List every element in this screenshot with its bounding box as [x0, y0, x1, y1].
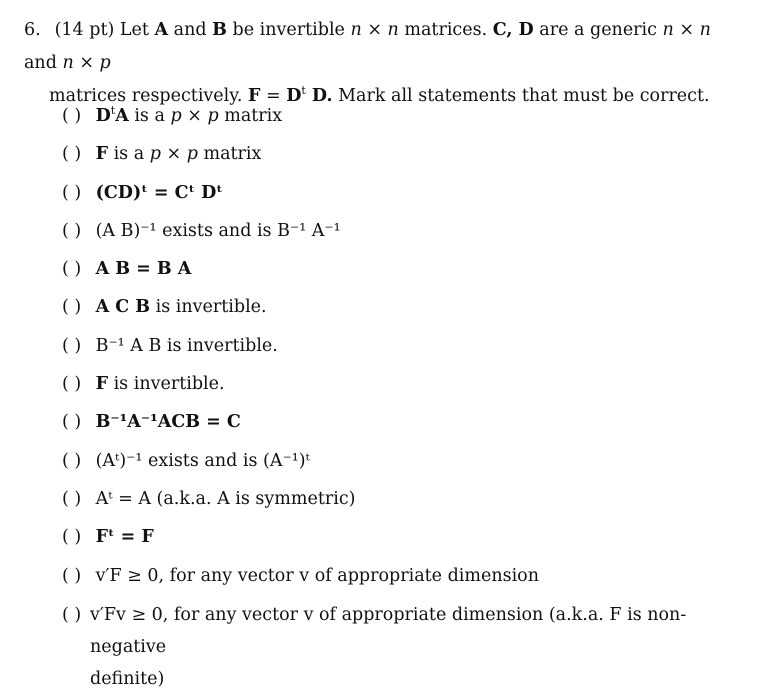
checkbox-statement-7[interactable]: ( )	[62, 335, 82, 356]
statement-text: (Aᵗ)⁻¹ exists and is (A⁻¹)ᵗ	[95, 450, 310, 471]
statement-text: is invertible.	[150, 297, 267, 318]
statement-text: (CD)ᵗ = Cᵗ Dᵗ	[95, 182, 223, 203]
question-intro: Mark all statements that must be correct.	[338, 86, 710, 106]
statement-4	[62, 216, 742, 254]
question-points: (14 pt)	[54, 20, 115, 40]
equals: =	[260, 86, 287, 106]
matrix-d: D.	[305, 86, 333, 106]
checkbox-statement-4[interactable]: ( )	[62, 220, 82, 241]
statement-text: B⁻¹ A B is invertible.	[95, 335, 278, 356]
matrix-f: F	[95, 374, 109, 395]
checkbox-statement-2[interactable]: ( )	[62, 144, 82, 165]
question-intro: are a generic	[539, 20, 657, 40]
transpose: t	[110, 104, 116, 117]
statement-6	[62, 292, 742, 330]
checkbox-statement-5[interactable]: ( )	[62, 259, 82, 280]
dim: p × p	[170, 106, 219, 126]
question-number: 6.	[24, 20, 41, 40]
statement-11	[62, 484, 742, 522]
matrix-a: A	[115, 106, 129, 126]
statement-text: is a	[128, 106, 171, 126]
statement-text: v′Fv ≥ 0, for any vector v of appropriate dimension (a.k.a. F is non-negative	[90, 604, 687, 657]
statement-12	[62, 522, 742, 560]
statement-14	[62, 599, 742, 695]
matrices-cd: C, D	[492, 20, 534, 40]
statement-wrap	[90, 599, 740, 663]
dim-nxp: n × p	[62, 53, 111, 73]
dim: p × p	[149, 144, 198, 165]
statement-8	[62, 369, 742, 407]
statement-text-continued: definite)	[90, 668, 165, 689]
matrix-f: F	[247, 86, 261, 106]
checkbox-statement-6[interactable]: ( )	[62, 297, 82, 318]
matrix-acb: A C B	[95, 297, 151, 318]
statement-text: is a	[108, 144, 150, 165]
dim-nxn: n × n	[662, 20, 711, 40]
statement-text: Fᵗ = F	[95, 527, 154, 548]
statement-2	[62, 139, 742, 177]
statement-1	[62, 101, 742, 139]
statement-text: matrix	[218, 106, 283, 126]
statement-text: v′F ≥ 0, for any vector v of appropriate dimension	[95, 565, 539, 586]
matrix-d: D	[95, 106, 111, 126]
question-intro: matrices.	[404, 20, 488, 40]
checkbox-statement-13[interactable]: ( )	[62, 565, 82, 586]
question-text	[24, 14, 734, 113]
statement-10	[62, 446, 742, 484]
question-intro: be invertible	[232, 20, 345, 40]
matrix-f: F	[95, 144, 109, 165]
question-line-1	[24, 14, 734, 80]
checkbox-statement-9[interactable]: ( )	[62, 412, 82, 433]
statement-7	[62, 331, 742, 369]
conj: and	[173, 20, 207, 40]
question-intro: matrices respectively.	[49, 86, 243, 106]
statement-list	[62, 101, 742, 695]
checkbox-statement-3[interactable]: ( )	[62, 182, 82, 203]
checkbox-statement-1[interactable]: ( )	[62, 106, 82, 126]
matrix-d: D	[286, 86, 302, 106]
transpose: t	[301, 84, 306, 97]
checkbox-statement-10[interactable]: ( )	[62, 450, 82, 471]
checkbox-statement-14[interactable]: ( )	[62, 604, 82, 625]
statement-text: B⁻¹A⁻¹ACB = C	[95, 412, 241, 433]
statement-3	[62, 178, 742, 216]
statement-5	[62, 254, 742, 292]
matrix-b: B	[212, 20, 227, 40]
statement-text: A B = B A	[95, 259, 192, 280]
statement-9	[62, 407, 742, 445]
checkbox-statement-11[interactable]: ( )	[62, 488, 82, 509]
statement-13	[62, 561, 742, 599]
statement-text: Aᵗ = A (a.k.a. A is symmetric)	[95, 488, 356, 509]
checkbox-statement-12[interactable]: ( )	[62, 527, 82, 548]
question-intro: Let	[119, 20, 149, 40]
checkbox-statement-8[interactable]: ( )	[62, 374, 82, 395]
dim-nxn: n × n	[350, 20, 399, 40]
conj: and	[24, 53, 57, 73]
statement-text: matrix	[197, 144, 262, 165]
statement-text: (A B)⁻¹ exists and is B⁻¹ A⁻¹	[95, 220, 341, 241]
statement-text: is invertible.	[108, 374, 225, 395]
matrix-a: A	[154, 20, 169, 40]
